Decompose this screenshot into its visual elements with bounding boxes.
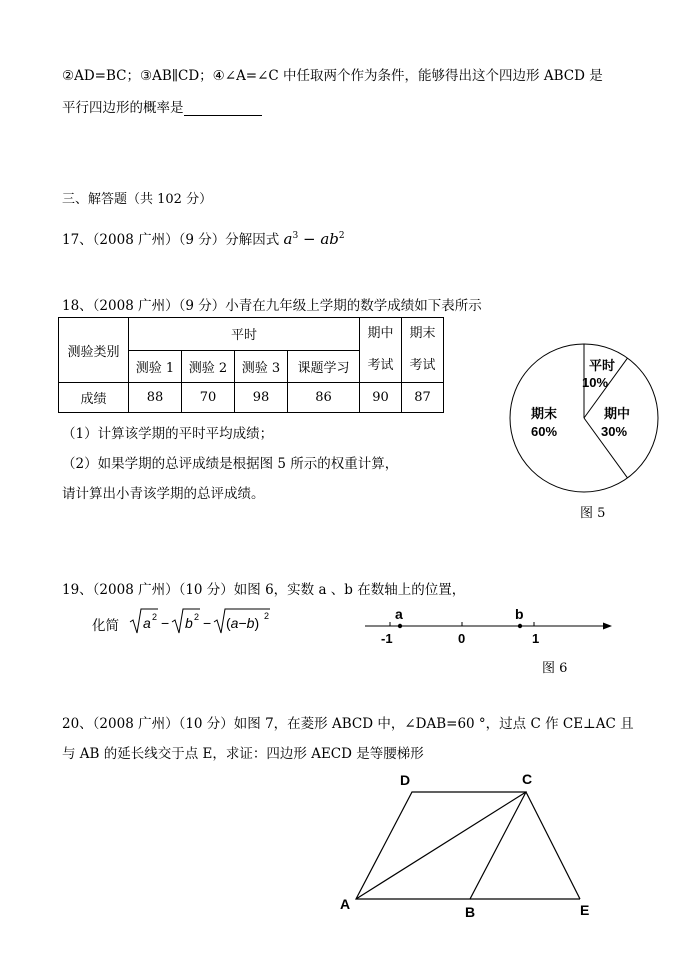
vertex-a: A [340,896,351,912]
q17-ab: ab [320,230,339,248]
tick-label-neg1: -1 [381,631,393,646]
score-cell: 86 [288,383,360,413]
q17-text: 17、（2008 广州）（9 分）分解因式 [62,232,280,248]
point-a-dot [398,624,402,628]
diagonal-ac [356,792,526,899]
point-b-dot [518,624,522,628]
header-final-1: 期末 [409,326,436,341]
tick-label-0: 0 [458,631,466,646]
header-final [402,318,444,383]
rad1-exp: 2 [152,612,158,622]
score-cell: 70 [182,383,235,413]
rad3-expr: (a−b) [226,615,260,631]
fig5-caption: 图 5 [580,506,606,521]
vertex-d: D [400,772,411,788]
axis-arrow [603,623,612,630]
point-a-label: a [395,606,403,622]
subheader-cell: 测验 2 [182,350,235,383]
rad3-exp: 2 [264,611,270,621]
number-line [360,600,620,650]
segment-ce [526,792,580,899]
row-label: 成绩 [59,383,129,413]
q20-line1: 20、（2008 广州）（10 分）如图 7，在菱形 ABCD 中，∠DAB=60 °，过点 C 作 CE⊥AC 且 [62,716,634,732]
score-cell: 87 [402,383,444,413]
score-cell: 90 [360,383,402,413]
pie-pct-midterm: 30% [601,424,628,439]
point-b-label: b [515,606,524,622]
q18-sub3: 请计算出小青该学期的总评成绩。 [62,486,265,502]
q17-minus: − [298,230,321,248]
q20-line2: 与 AB 的延长线交于点 E，求证：四边形 AECD 是等腰梯形 [62,746,424,762]
pie-pct-pingshi: 10% [582,375,609,390]
q16-line2-text: 平行四边形的概率是 [62,100,184,116]
header-final-2: 考试 [409,358,436,373]
minus-1: − [161,615,170,631]
q18-sub2: （2）如果学期的总评成绩是根据图 5 所示的权重计算， [62,456,399,472]
rad1-a: a [143,615,151,631]
pie-label-pingshi: 平时 [589,358,616,373]
pie-label-midterm: 期中 [604,406,631,421]
q16-line1: ②AD=BC；③AB∥CD；④∠A=∠C 中任取两个作为条件，能够得出这个四边形 ABCD 是 [62,68,603,84]
vertex-e: E [580,902,590,918]
answer-blank [184,101,262,116]
minus-2: − [203,615,212,631]
score-cell: 98 [235,383,288,413]
q17-expr [284,230,345,248]
fig6-caption: 图 6 [542,661,568,676]
header-midterm-1: 期中 [367,326,394,341]
subheader-cell: 测验 1 [129,350,182,383]
q17 [62,228,345,248]
header-category: 测验类别 [59,318,129,383]
subheader-cell: 测验 3 [235,350,288,383]
header-pingshi: 平时 [129,318,360,351]
rad2-b: b [185,615,193,631]
pie-chart [500,338,670,498]
pie-label-final: 期末 [531,406,558,421]
q18-sub1: （1）计算该学期的平时平均成绩； [62,426,274,442]
q17-a: a [283,230,293,248]
header-midterm-2: 考试 [367,358,394,373]
q18-text: 18、（2008 广州）（9 分）小青在九年级上学期的数学成绩如下表所示 [62,298,482,314]
section3-title: 三、解答题（共 102 分） [62,192,213,207]
q19-text: 19、（2008 广州）（10 分）如图 6，实数 a 、b 在数轴上的位置， [62,582,466,598]
rhombus-figure [336,765,606,920]
vertex-c: C [522,771,533,787]
score-cell: 88 [129,383,182,413]
q19-radical-expression [128,606,278,638]
tick-label-1: 1 [532,631,540,646]
q19-simplify: 化简 [92,618,119,634]
subheader-cell: 课题学习 [288,350,360,383]
q17-exp1: 3 [292,231,299,241]
score-table [58,317,444,413]
vertex-b: B [465,904,476,920]
header-midterm [360,318,402,383]
rad2-exp: 2 [194,612,200,622]
pie-pct-final: 60% [531,424,558,439]
q16-line2 [62,96,262,116]
q17-exp2: 2 [338,231,345,241]
